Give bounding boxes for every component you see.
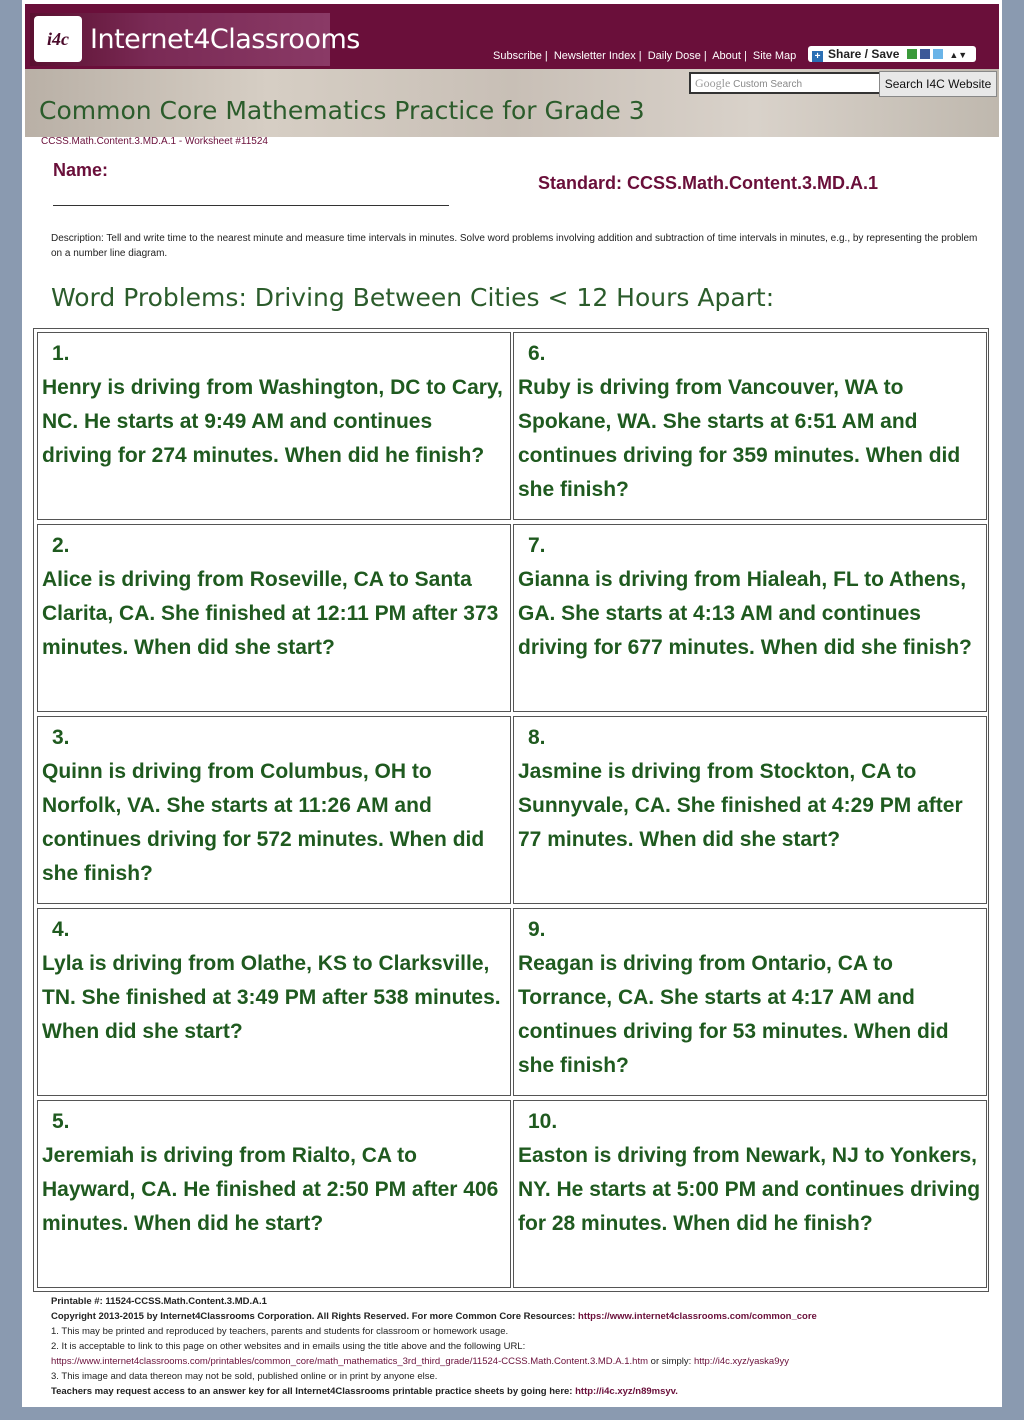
answer-key-note: [51, 1384, 991, 1399]
problem-cell-4: [37, 908, 511, 1096]
nav-about[interactable]: About: [712, 50, 741, 62]
worksheet-page: [22, 0, 1002, 1407]
problem-number: 8.: [528, 726, 546, 749]
problem-number: 3.: [52, 726, 70, 749]
problem-cell-7: [513, 524, 987, 712]
problem-number: 4.: [52, 918, 70, 941]
twitter-icon: [933, 49, 943, 59]
common-core-link[interactable]: https://www.internet4classrooms.com/common_core: [578, 1311, 817, 1322]
problem-text: Jasmine is driving from Stockton, CA to Sunnyvale, CA. She finished at 4:29 PM after 77 minutes. When did she start?: [518, 760, 963, 851]
problem-number: 10.: [528, 1110, 558, 1133]
copyright-text: Copyright 2013-2015 by Internet4Classrooms Corporation. All Rights Reserved. For more Common Core Resources:: [51, 1311, 579, 1322]
nav-newsletter-index[interactable]: Newsletter Index: [553, 50, 636, 62]
top-nav: Subscribe | Newsletter Index | Daily Dose | About | Site Map: [493, 50, 797, 62]
chevron-updown-icon: ▲▼: [949, 50, 968, 60]
footer-line-2: 2. It is acceptable to link to this page on other websites and in emails using the title above and the following URL:: [51, 1341, 526, 1352]
page-title: Common Core Mathematics Practice for Grade 3: [39, 96, 645, 125]
problem-text: Alice is driving from Roseville, CA to Santa Clarita, CA. She finished at 12:11 PM after 373 minutes. When did she start?: [42, 568, 499, 659]
google-logo: Google: [695, 76, 731, 90]
answer-key-text: Teachers may request access to an answer key for all Internet4Classrooms printable practice sheets by going here:: [51, 1386, 576, 1397]
nav-site-map[interactable]: Site Map: [752, 50, 797, 62]
problem-text: Easton is driving from Newark, NJ to Yonkers, NY. He starts at 5:00 PM and continues driving for 28 minutes. When did he finish?: [518, 1144, 981, 1235]
full-url-link[interactable]: https://www.internet4classrooms.com/printables/common_core/math_mathematics_3rd_third_grade/11524-CCSS.Math.Content.3.MD.A.1.htm: [51, 1356, 649, 1367]
printable-number: Printable #: 11524-CCSS.Math.Content.3.MD.A.1: [51, 1296, 267, 1307]
logo-text: Internet4Classrooms: [90, 24, 360, 55]
search-input[interactable]: [689, 72, 883, 94]
worksheet-title: Word Problems: Driving Between Cities < 12 Hours Apart:: [51, 283, 775, 312]
problem-number: 7.: [528, 534, 546, 557]
footer-urls: [51, 1354, 991, 1369]
url-or: or simply:: [648, 1356, 694, 1367]
problem-number: 1.: [52, 342, 70, 365]
footer: [51, 1294, 991, 1399]
problem-number: 5.: [52, 1110, 70, 1133]
problem-text: Jeremiah is driving from Rialto, CA to Hayward, CA. He finished at 2:50 PM after 406 minutes. When did he start?: [42, 1144, 499, 1235]
share-plus-icon: +: [812, 51, 823, 62]
problem-cell-6: [513, 332, 987, 520]
problem-text: Gianna is driving from Hialeah, FL to Athens, GA. She starts at 4:13 AM and continues driving for 677 minutes. When did she finish?: [518, 568, 972, 659]
problem-cell-1: [37, 332, 511, 520]
problem-text: Henry is driving from Washington, DC to Cary, NC. He starts at 9:49 AM and continues driving for 274 minutes. When did he finish?: [42, 376, 503, 467]
facebook-icon: [920, 49, 930, 59]
problem-grid: [33, 328, 989, 1292]
share-email-icon: [907, 49, 917, 59]
logo-badge-icon: i4c: [34, 16, 82, 62]
problem-cell-3: [37, 716, 511, 904]
site-logo[interactable]: [30, 13, 360, 66]
nav-subscribe[interactable]: Subscribe: [493, 50, 542, 62]
short-url-link[interactable]: http://i4c.xyz/yaska9yy: [693, 1356, 789, 1367]
site-header: [25, 4, 999, 69]
problem-text: Ruby is driving from Vancouver, WA to Spokane, WA. She starts at 6:51 AM and continues driving for 359 minutes. When did she finish?: [518, 376, 961, 501]
problem-number: 2.: [52, 534, 70, 557]
problem-text: Lyla is driving from Olathe, KS to Clarksville, TN. She finished at 3:49 PM after 538 minutes. When did she start?: [42, 952, 501, 1043]
search-button[interactable]: Search I4C Website: [879, 71, 997, 97]
copyright: [51, 1309, 991, 1324]
problem-cell-8: [513, 716, 987, 904]
answer-key-link[interactable]: http://i4c.xyz/n89msyv.: [575, 1386, 678, 1397]
standard-label: Standard: CCSS.Math.Content.3.MD.A.1: [538, 173, 879, 193]
name-line: [53, 205, 449, 206]
name-label: Name:: [53, 160, 109, 180]
description: Description: Tell and write time to the nearest minute and measure time intervals in minutes. Solve word problems involving addition and subtraction of time intervals in minutes, e.g., by representing the problem on a number line diagram.: [51, 233, 978, 259]
problem-text: Reagan is driving from Ontario, CA to Torrance, CA. She starts at 4:17 AM and continues driving for 53 minutes. When did she finish?: [518, 952, 949, 1077]
breadcrumb[interactable]: CCSS.Math.Content.3.MD.A.1 - Worksheet #11524: [41, 136, 268, 147]
search-placeholder: Custom Search: [733, 79, 803, 90]
problem-number: 6.: [528, 342, 546, 365]
footer-line-3: 3. This image and data thereon may not be sold, published online or in print by anyone else.: [51, 1371, 438, 1382]
problem-cell-9: [513, 908, 987, 1096]
problem-cell-10: [513, 1100, 987, 1288]
share-label: Share / Save: [828, 47, 900, 61]
footer-line-1: 1. This may be printed and reproduced by teachers, parents and students for classroom or homework usage.: [51, 1326, 509, 1337]
problem-cell-5: [37, 1100, 511, 1288]
problem-text: Quinn is driving from Columbus, OH to Norfolk, VA. She starts at 11:26 AM and continues driving for 572 minutes. When did she finish?: [42, 760, 485, 885]
share-save-button[interactable]: [808, 46, 976, 62]
problem-cell-2: [37, 524, 511, 712]
nav-daily-dose[interactable]: Daily Dose: [647, 50, 701, 62]
problem-number: 9.: [528, 918, 546, 941]
